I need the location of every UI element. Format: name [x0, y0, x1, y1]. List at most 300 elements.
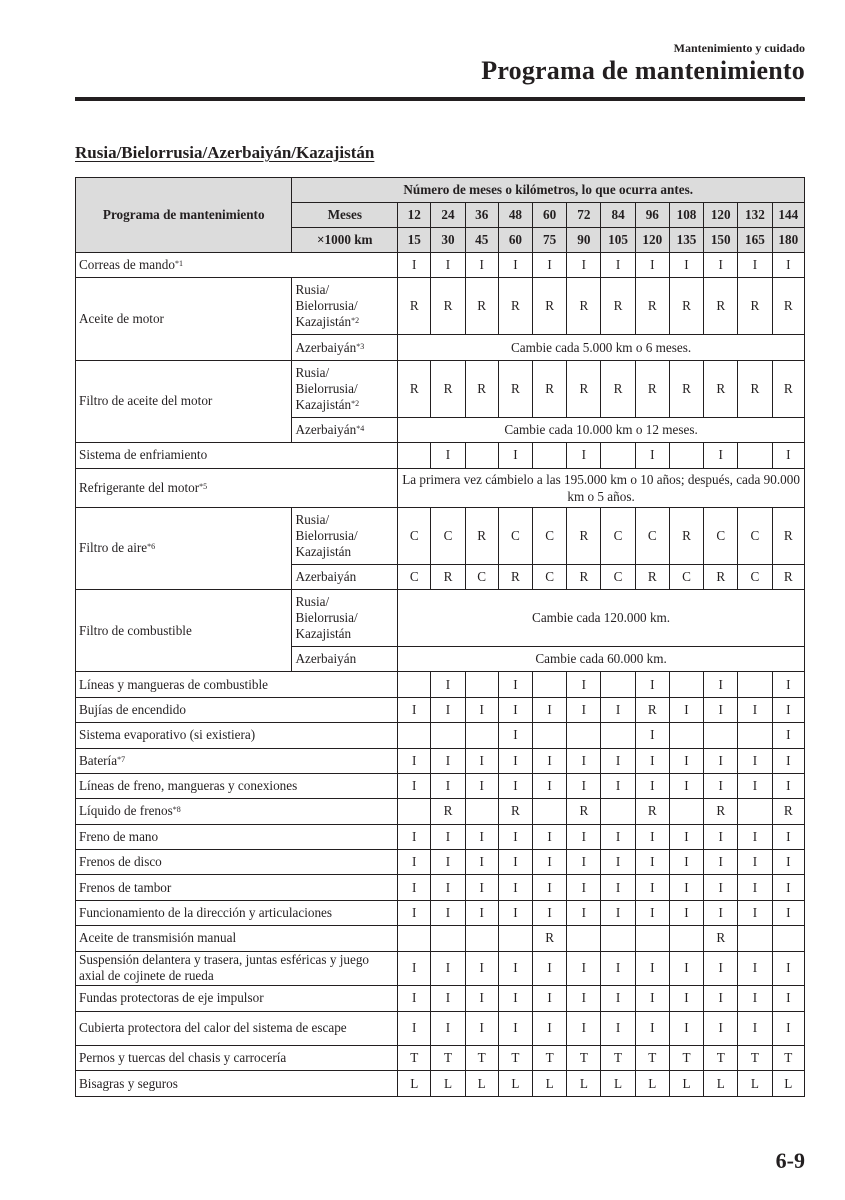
- item-label: [76, 1071, 398, 1096]
- market-line: Rusia/: [295, 511, 330, 527]
- interval-header: Número de meses o kilómetros, lo que ocurra antes.: [292, 178, 805, 203]
- schedule-cell: I: [465, 824, 498, 849]
- schedule-cell: I: [738, 773, 772, 798]
- schedule-cell: I: [704, 951, 738, 986]
- schedule-cell: I: [772, 697, 804, 722]
- item-label: [76, 360, 292, 442]
- schedule-cell: I: [635, 900, 669, 925]
- schedule-cell: I: [398, 951, 431, 986]
- schedule-cell: I: [635, 443, 669, 468]
- table-row: [76, 360, 805, 417]
- schedule-cell: I: [669, 900, 703, 925]
- schedule-cell: [738, 672, 772, 697]
- item-label: [76, 773, 398, 798]
- schedule-cell: R: [567, 564, 601, 589]
- schedule-cell: [738, 926, 772, 951]
- market-label: [292, 278, 398, 335]
- schedule-cell: [533, 723, 567, 748]
- schedule-cell: I: [635, 850, 669, 875]
- schedule-cell: I: [398, 748, 431, 773]
- month-header: 108: [669, 203, 703, 228]
- km-header: 75: [533, 228, 567, 253]
- schedule-cell: C: [398, 507, 431, 564]
- market-label: [292, 507, 398, 564]
- schedule-cell: R: [669, 278, 703, 335]
- market-line: Kazajistán: [295, 625, 352, 641]
- item-text: Líneas de freno, mangueras y conexiones: [79, 778, 298, 794]
- schedule-cell: I: [533, 900, 567, 925]
- schedule-cell: R: [772, 360, 804, 417]
- schedule-cell: I: [431, 824, 465, 849]
- schedule-cell: I: [398, 697, 431, 722]
- schedule-cell: I: [533, 1011, 567, 1046]
- schedule-cell: I: [498, 672, 532, 697]
- schedule-cell: I: [398, 773, 431, 798]
- interval-note: Cambie cada 60.000 km.: [398, 646, 805, 671]
- month-header: 48: [498, 203, 532, 228]
- schedule-cell: [669, 723, 703, 748]
- schedule-cell: I: [567, 672, 601, 697]
- table-row: [76, 443, 805, 468]
- schedule-cell: L: [772, 1071, 804, 1096]
- schedule-cell: I: [772, 1011, 804, 1046]
- table-row: [76, 1046, 805, 1071]
- schedule-cell: I: [601, 850, 635, 875]
- schedule-cell: [772, 926, 804, 951]
- table-row: [76, 723, 805, 748]
- schedule-cell: I: [635, 773, 669, 798]
- km-header: 45: [465, 228, 498, 253]
- schedule-cell: I: [465, 697, 498, 722]
- schedule-cell: T: [704, 1046, 738, 1071]
- schedule-cell: I: [704, 1011, 738, 1046]
- schedule-cell: I: [704, 900, 738, 925]
- schedule-cell: I: [498, 850, 532, 875]
- schedule-cell: C: [601, 564, 635, 589]
- schedule-cell: L: [738, 1071, 772, 1096]
- schedule-cell: I: [601, 951, 635, 986]
- schedule-cell: R: [669, 360, 703, 417]
- market-line: Kazajistán: [295, 543, 352, 559]
- interval-note: Cambie cada 120.000 km.: [398, 589, 805, 646]
- schedule-cell: R: [465, 507, 498, 564]
- schedule-cell: I: [398, 1011, 431, 1046]
- market-label: [292, 335, 398, 360]
- schedule-cell: I: [601, 773, 635, 798]
- schedule-cell: I: [465, 986, 498, 1011]
- schedule-cell: T: [772, 1046, 804, 1071]
- market-label: [292, 564, 398, 589]
- market-label: [292, 360, 398, 417]
- schedule-cell: I: [398, 875, 431, 900]
- item-text: Batería: [79, 752, 118, 768]
- schedule-cell: I: [601, 900, 635, 925]
- schedule-cell: [398, 799, 431, 824]
- item-text: Suspensión delantera y trasera, juntas esféricas y juego axial de cojinete de rueda: [79, 952, 370, 984]
- schedule-cell: I: [498, 1011, 532, 1046]
- table-row: [76, 951, 805, 986]
- schedule-cell: I: [669, 875, 703, 900]
- schedule-cell: I: [567, 253, 601, 278]
- schedule-header: Programa de mantenimiento: [76, 178, 292, 253]
- schedule-cell: I: [704, 773, 738, 798]
- item-text: Filtro de aceite del motor: [79, 393, 213, 409]
- schedule-cell: I: [465, 253, 498, 278]
- schedule-cell: I: [601, 697, 635, 722]
- item-text: Aceite de motor: [79, 311, 164, 327]
- schedule-cell: R: [567, 360, 601, 417]
- schedule-cell: [601, 723, 635, 748]
- schedule-cell: I: [567, 443, 601, 468]
- schedule-cell: I: [669, 697, 703, 722]
- month-header: 60: [533, 203, 567, 228]
- schedule-cell: I: [772, 824, 804, 849]
- table-row: [76, 748, 805, 773]
- schedule-cell: I: [601, 875, 635, 900]
- schedule-cell: [669, 443, 703, 468]
- schedule-cell: I: [669, 850, 703, 875]
- schedule-cell: I: [498, 253, 532, 278]
- schedule-cell: T: [533, 1046, 567, 1071]
- schedule-cell: I: [533, 850, 567, 875]
- month-header: 120: [704, 203, 738, 228]
- schedule-cell: T: [465, 1046, 498, 1071]
- item-label: [76, 278, 292, 360]
- footnote-mark: *1: [174, 259, 183, 269]
- schedule-cell: C: [669, 564, 703, 589]
- schedule-cell: I: [431, 951, 465, 986]
- schedule-cell: I: [635, 723, 669, 748]
- schedule-cell: I: [635, 748, 669, 773]
- schedule-cell: [465, 672, 498, 697]
- market-line: Bielorrusia/: [295, 298, 358, 314]
- schedule-cell: [398, 443, 431, 468]
- schedule-cell: R: [398, 360, 431, 417]
- table-row: [76, 773, 805, 798]
- item-label: [76, 850, 398, 875]
- schedule-cell: I: [738, 824, 772, 849]
- schedule-cell: T: [498, 1046, 532, 1071]
- schedule-cell: I: [567, 850, 601, 875]
- schedule-cell: T: [601, 1046, 635, 1071]
- schedule-cell: I: [738, 253, 772, 278]
- schedule-cell: I: [498, 824, 532, 849]
- schedule-cell: R: [669, 507, 703, 564]
- schedule-cell: I: [533, 875, 567, 900]
- schedule-cell: I: [704, 824, 738, 849]
- schedule-cell: [635, 926, 669, 951]
- schedule-cell: [398, 723, 431, 748]
- schedule-cell: R: [567, 507, 601, 564]
- schedule-cell: I: [738, 986, 772, 1011]
- schedule-cell: R: [465, 360, 498, 417]
- footnote-mark: *2: [351, 316, 360, 326]
- schedule-cell: R: [498, 278, 532, 335]
- schedule-cell: I: [772, 951, 804, 986]
- schedule-cell: I: [498, 773, 532, 798]
- page-number: 6-9: [775, 1148, 805, 1173]
- item-text: Sistema evaporativo (si existiera): [79, 727, 256, 743]
- schedule-cell: [398, 672, 431, 697]
- schedule-cell: T: [567, 1046, 601, 1071]
- table-row: [76, 278, 805, 335]
- schedule-cell: I: [431, 850, 465, 875]
- maintenance-table: [75, 177, 805, 1097]
- section-heading: Mantenimiento y cuidado: [673, 41, 805, 55]
- item-text: Funcionamiento de la dirección y articulaciones: [79, 905, 333, 921]
- schedule-cell: I: [669, 253, 703, 278]
- table-row: [76, 507, 805, 564]
- schedule-cell: R: [498, 564, 532, 589]
- item-label: [76, 1046, 398, 1071]
- item-label: [76, 723, 398, 748]
- schedule-cell: [669, 799, 703, 824]
- schedule-cell: [567, 723, 601, 748]
- schedule-cell: I: [533, 951, 567, 986]
- item-label: [76, 875, 398, 900]
- schedule-cell: I: [601, 253, 635, 278]
- schedule-cell: [669, 926, 703, 951]
- schedule-cell: R: [738, 278, 772, 335]
- schedule-cell: R: [704, 278, 738, 335]
- schedule-cell: L: [533, 1071, 567, 1096]
- interval-note: La primera vez cámbielo a las 195.000 km o 10 años; después, cada 90.000 km o 5 años.: [398, 468, 805, 507]
- month-header: 36: [465, 203, 498, 228]
- schedule-cell: I: [772, 443, 804, 468]
- schedule-cell: I: [567, 697, 601, 722]
- schedule-cell: R: [772, 799, 804, 824]
- item-label: [76, 253, 398, 278]
- table-row: [76, 468, 805, 507]
- month-header: 72: [567, 203, 601, 228]
- schedule-cell: R: [635, 564, 669, 589]
- schedule-cell: I: [431, 875, 465, 900]
- interval-note: Cambie cada 5.000 km o 6 meses.: [398, 335, 805, 360]
- schedule-cell: I: [704, 672, 738, 697]
- km-label: ×1000 km: [292, 228, 398, 253]
- table-row: [76, 672, 805, 697]
- schedule-cell: C: [738, 507, 772, 564]
- schedule-cell: I: [669, 824, 703, 849]
- footnote-mark: *7: [117, 754, 126, 764]
- km-header: 120: [635, 228, 669, 253]
- km-header: 165: [738, 228, 772, 253]
- schedule-cell: I: [635, 253, 669, 278]
- schedule-cell: T: [669, 1046, 703, 1071]
- item-label: [76, 1011, 398, 1046]
- schedule-cell: [533, 443, 567, 468]
- schedule-cell: R: [431, 564, 465, 589]
- km-header: 30: [431, 228, 465, 253]
- schedule-cell: I: [431, 253, 465, 278]
- footnote-mark: *2: [351, 398, 360, 408]
- schedule-cell: I: [635, 875, 669, 900]
- schedule-cell: L: [431, 1071, 465, 1096]
- schedule-cell: I: [669, 773, 703, 798]
- schedule-cell: I: [567, 986, 601, 1011]
- table-row: [76, 799, 805, 824]
- schedule-cell: I: [635, 986, 669, 1011]
- schedule-cell: C: [601, 507, 635, 564]
- item-text: Frenos de tambor: [79, 879, 172, 895]
- schedule-cell: [498, 926, 532, 951]
- item-text: Pernos y tuercas del chasis y carrocería: [79, 1050, 287, 1066]
- item-label: [76, 824, 398, 849]
- schedule-cell: R: [635, 799, 669, 824]
- schedule-cell: I: [772, 773, 804, 798]
- schedule-cell: I: [704, 443, 738, 468]
- schedule-cell: R: [601, 360, 635, 417]
- schedule-cell: T: [738, 1046, 772, 1071]
- schedule-cell: [465, 926, 498, 951]
- schedule-cell: [398, 926, 431, 951]
- schedule-cell: L: [601, 1071, 635, 1096]
- km-header: 135: [669, 228, 703, 253]
- footnote-mark: *4: [356, 423, 365, 433]
- schedule-cell: I: [738, 1011, 772, 1046]
- schedule-cell: I: [533, 253, 567, 278]
- footnote-mark: *6: [147, 542, 156, 552]
- schedule-cell: I: [567, 875, 601, 900]
- schedule-cell: [738, 723, 772, 748]
- schedule-cell: C: [398, 564, 431, 589]
- schedule-cell: I: [567, 773, 601, 798]
- schedule-cell: R: [431, 799, 465, 824]
- schedule-cell: C: [635, 507, 669, 564]
- market-line: Kazajistán$^{*2}$: [295, 314, 360, 330]
- title-rule: [75, 97, 805, 101]
- schedule-cell: R: [635, 697, 669, 722]
- schedule-cell: I: [465, 875, 498, 900]
- schedule-cell: I: [431, 672, 465, 697]
- item-text: Líneas y mangueras de combustible: [79, 676, 268, 692]
- schedule-cell: I: [772, 253, 804, 278]
- month-header: 24: [431, 203, 465, 228]
- schedule-cell: I: [601, 1011, 635, 1046]
- month-header: 84: [601, 203, 635, 228]
- schedule-cell: I: [772, 850, 804, 875]
- item-text: Freno de mano: [79, 828, 159, 844]
- schedule-cell: I: [669, 986, 703, 1011]
- schedule-cell: R: [738, 360, 772, 417]
- item-text: Aceite de transmisión manual: [79, 930, 237, 946]
- schedule-cell: R: [431, 278, 465, 335]
- market-text: Azerbaiyán: [295, 651, 357, 667]
- schedule-cell: I: [398, 253, 431, 278]
- schedule-cell: I: [465, 850, 498, 875]
- schedule-cell: I: [704, 748, 738, 773]
- market-line: Rusia/: [295, 364, 330, 380]
- schedule-cell: I: [498, 875, 532, 900]
- schedule-cell: I: [431, 697, 465, 722]
- schedule-cell: I: [772, 748, 804, 773]
- schedule-cell: I: [567, 824, 601, 849]
- item-text: Bujías de encendido: [79, 701, 186, 717]
- schedule-cell: I: [465, 1011, 498, 1046]
- schedule-cell: [704, 723, 738, 748]
- schedule-cell: [431, 723, 465, 748]
- schedule-cell: I: [431, 986, 465, 1011]
- schedule-cell: I: [498, 951, 532, 986]
- market-text: Azerbaiyán: [295, 421, 357, 437]
- schedule-cell: I: [431, 773, 465, 798]
- schedule-cell: I: [704, 875, 738, 900]
- schedule-cell: I: [431, 443, 465, 468]
- schedule-cell: I: [601, 986, 635, 1011]
- schedule-cell: I: [738, 748, 772, 773]
- schedule-cell: T: [431, 1046, 465, 1071]
- months-label: Meses: [292, 203, 398, 228]
- schedule-cell: I: [431, 900, 465, 925]
- month-header: 96: [635, 203, 669, 228]
- schedule-cell: R: [398, 278, 431, 335]
- schedule-cell: I: [567, 1011, 601, 1046]
- item-text: Cubierta protectora del calor del sistema de escape: [79, 1020, 347, 1036]
- schedule-cell: I: [738, 875, 772, 900]
- schedule-cell: I: [704, 253, 738, 278]
- schedule-cell: R: [635, 278, 669, 335]
- schedule-cell: I: [669, 1011, 703, 1046]
- schedule-cell: R: [704, 360, 738, 417]
- schedule-cell: I: [533, 824, 567, 849]
- schedule-body: [76, 253, 805, 1097]
- schedule-cell: L: [635, 1071, 669, 1096]
- schedule-cell: C: [704, 507, 738, 564]
- schedule-cell: I: [772, 723, 804, 748]
- schedule-cell: I: [567, 900, 601, 925]
- schedule-cell: I: [772, 875, 804, 900]
- schedule-cell: I: [669, 748, 703, 773]
- month-header: 12: [398, 203, 431, 228]
- schedule-cell: R: [431, 360, 465, 417]
- market-line: Kazajistán$^{*2}$: [295, 396, 360, 412]
- schedule-cell: [465, 723, 498, 748]
- schedule-cell: I: [431, 1011, 465, 1046]
- schedule-cell: I: [738, 900, 772, 925]
- schedule-cell: I: [465, 748, 498, 773]
- schedule-cell: I: [465, 900, 498, 925]
- schedule-cell: C: [431, 507, 465, 564]
- item-label: [76, 799, 398, 824]
- schedule-cell: T: [635, 1046, 669, 1071]
- market-line: Bielorrusia/: [295, 609, 358, 625]
- schedule-cell: I: [601, 748, 635, 773]
- schedule-cell: L: [498, 1071, 532, 1096]
- market-text: Azerbaiyán: [295, 568, 357, 584]
- item-label: [76, 986, 398, 1011]
- schedule-cell: [738, 799, 772, 824]
- interval-note: Cambie cada 10.000 km o 12 meses.: [398, 417, 805, 442]
- schedule-cell: [601, 926, 635, 951]
- table-row: [76, 1011, 805, 1046]
- schedule-cell: I: [498, 986, 532, 1011]
- schedule-cell: I: [498, 723, 532, 748]
- schedule-cell: I: [567, 951, 601, 986]
- schedule-cell: I: [772, 986, 804, 1011]
- schedule-cell: I: [465, 773, 498, 798]
- item-text: Fundas protectoras de eje impulsor: [79, 990, 264, 1006]
- schedule-cell: [465, 799, 498, 824]
- table-row: [76, 1071, 805, 1096]
- schedule-cell: C: [465, 564, 498, 589]
- km-header: 90: [567, 228, 601, 253]
- item-label: [76, 926, 398, 951]
- schedule-cell: I: [704, 697, 738, 722]
- schedule-cell: I: [498, 900, 532, 925]
- schedule-cell: C: [533, 507, 567, 564]
- schedule-cell: R: [772, 564, 804, 589]
- schedule-cell: I: [635, 824, 669, 849]
